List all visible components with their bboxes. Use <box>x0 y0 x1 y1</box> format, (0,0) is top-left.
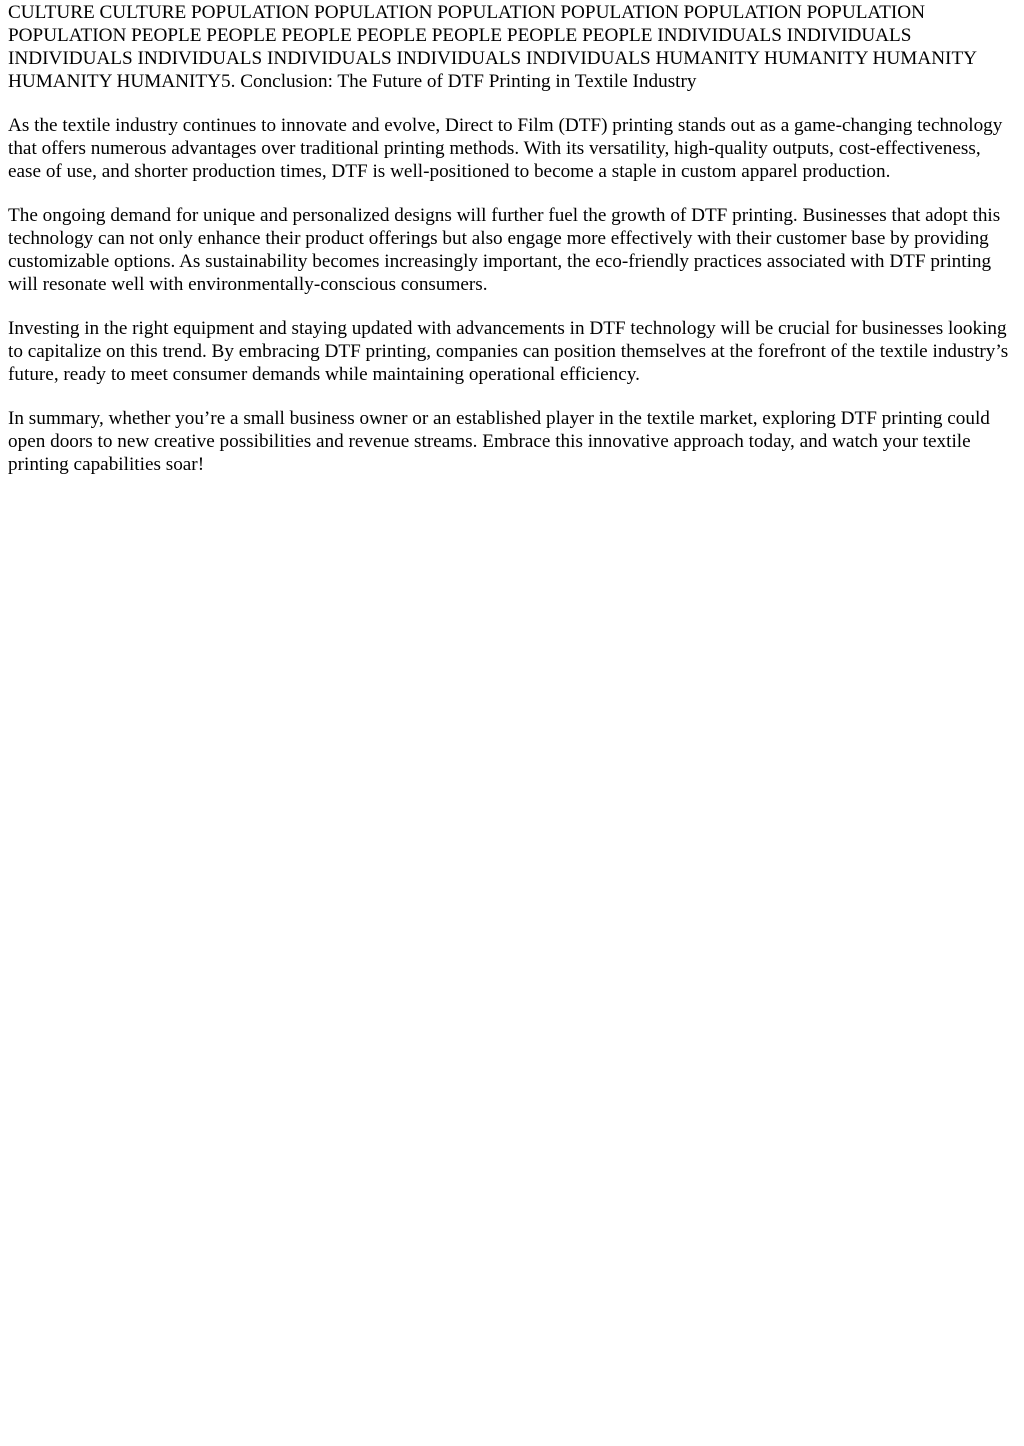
section-heading: 5. Conclusion: The Future of DTF Printing in Textile Industry <box>221 71 697 92</box>
paragraph-2: The ongoing demand for unique and personalized designs will further fuel the growth of DTF printing. Businesses that adopt this technology can not only enhance their product offerings but also engage more effectively with their customer base by providing customizable options. As sustainability becomes increasingly important, the eco-friendly practices associated with DTF printing will resonate well with environmentally-conscious consumers. <box>8 205 1001 295</box>
paragraph-1: As the textile industry continues to innovate and evolve, Direct to Film (DTF) printing stands out as a game-changing technology that offers numerous advantages over traditional printing methods. With its versatility, high-quality outputs, cost-effectiveness, ease of use, and shorter production times, DTF is well-positioned to become a staple in custom apparel production. <box>8 115 1003 182</box>
paragraph-3: Investing in the right equipment and staying updated with advancements in DTF technology will be crucial for businesses looking to capitalize on this trend. By embracing DTF printing, companies can position themselves at the forefront of the textile industry’s future, ready to meet consumer demands while maintaining operational efficiency. <box>8 318 1009 385</box>
keyword-tag-line: CULTURE CULTURE POPULATION POPULATION POPULATION POPULATION POPULATION POPULATION POPULATION PEOPLE PEOPLE PEOPLE PEOPLE PEOPLE PEOPLE PEOPLE INDIVIDUALS INDIVIDUALS INDIVIDUALS INDIVIDUALS INDIVIDUALS INDIVIDUALS INDIVIDUALS HUMANITY HUMANITY HUMANITY HUMANITY HUMANITY <box>8 2 977 92</box>
paragraph-4: In summary, whether you’re a small business owner or an established player in the textile market, exploring DTF printing could open doors to new creative possibilities and revenue streams. Embrace this innovative approach today, and watch your textile printing capabilities soar! <box>8 408 990 475</box>
lead-block <box>8 0 1016 93</box>
document-body <box>0 0 1024 476</box>
